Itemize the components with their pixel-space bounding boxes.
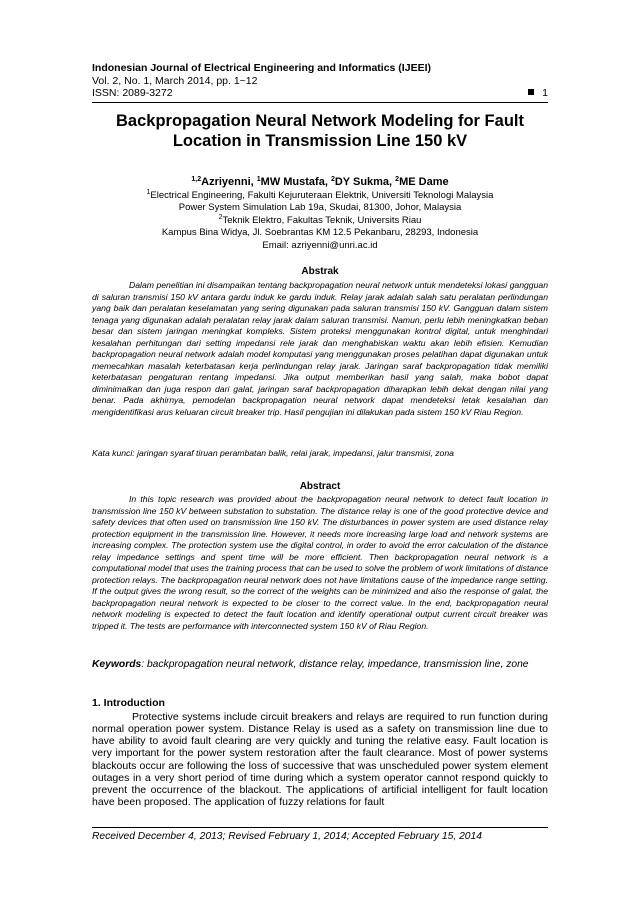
- affiliations: [92, 190, 548, 252]
- author-name: ME Dame: [399, 176, 449, 188]
- keywords-label: Keywords: [92, 659, 142, 670]
- journal-issn: ISSN: 2089-3272: [92, 87, 173, 99]
- page-number: [528, 87, 548, 99]
- author-sup: 1,2: [191, 176, 202, 183]
- abstract-heading: Abstract: [299, 481, 341, 492]
- affiliation-2-address: Kampus Bina Widya, Jl. Soebrantas KM 12.5 Pekanbaru, 28293, Indonesia: [161, 227, 479, 239]
- footer-rule: [92, 827, 548, 828]
- author-sup: 2: [330, 176, 335, 183]
- affiliation-1-text: Electrical Engineering, Fakulti Kejuruteraan Elektrik, Universiti Teknologi Malaysia: [150, 190, 494, 201]
- affiliation-sup: 2: [218, 213, 223, 221]
- affiliation-2-text: Teknik Elektro, Fakultas Teknik, Universits Riau: [222, 214, 422, 226]
- author-name: DY Sukma,: [334, 176, 396, 188]
- page-number-value: 1: [542, 87, 548, 99]
- abstract-text: In this topic research was provided about the backpropagation neural network to detect fault location in transmission line 150 kV between substation to substation. The distance relay is one of the good protective device and safety devices that often used on transmission line 150 kV. The disturbances in power system are used distance relay protection equipment in the transmission line. However, it needs more increasing large load and network systems are increasing complex. The protection system use the digital control, in order to avoid the error calculation of the distance relay impedance settings and spent time will be more efficient. Then backpropagation neural network is a computational model that uses the training process that can be used to solve the problem of work limitations of distance protection relays. The backpropagation neural network does not have limitations cause of the impedance range setting. If the output gives the wrong result, so the correct of the weights can be minimized and also the response of galat, the backpropagation neural network is expected to be closer to the correct value. In the end, backpropagation neural network modeling is expected to detect the fault location and identify operational output current circuit breaker was tripped it. The tests are performance with interconnected system 150 kV of Riau Region.: [92, 494, 548, 632]
- affiliation-sup: 1: [146, 189, 151, 196]
- author-sup: 1: [256, 176, 261, 183]
- author-list: [92, 175, 548, 189]
- paper-title: Backpropagation Neural Network Modeling for Fault Location in Transmission Line 150 kV: [116, 112, 524, 150]
- affiliation-1-address: Power System Simulation Lab 19a, Skudai, 81300, Johor, Malaysia: [178, 202, 462, 214]
- author-email: Email: azriyenni@unri.ac.id: [262, 239, 378, 251]
- author-sup: 2: [395, 176, 400, 183]
- abstrak-text: Dalam penelitian ini disampaikan tentang backpropagation neural network untuk mendeteksi lokasi gangguan di saluran transmisi 150 kV antara gardu induk ke gardu induk. Relay jarak adalah salah satu peralatan perlindungan yang baik dan peralatan keselamatan yang sering digunakan pada saluran transmisi 150 kV. Gangguan dalam sistem tenaga yang digunakan adalah peralatan relay jarak dalam saluran transmisi. Namun, perlu lebih meningkatkan beban besar dan sistem jaringan meningkat kompleks. Sistem proteksi menggunakan kontrol digital, untuk menghindari kesalahan perhitungan dari setting impedansi rele jarak dan menghabiskan waktu akan lebih efisien. Kemudian backpropagation neural network adalah model komputasi yang menggunakan proses pelatihan dapat digunakan untuk memecahkan masalah keterbatasan kerja perlindungan relay jarak. Jaringan saraf backpropagation tidak memiliki keterbatasan pengaturan rentang impedansi. Jika output memberikan hasil yang salah, maka bobot dapat diminimalkan dan juga respon dari galat, jaringan saraf backpropagation diharapkan lebih dekat dengan nilai yang benar. Pada akhirnya, pemodelan backpropagation neural network dapat mendeteksi letak kesalahan dan mengidentifikasi arus keluaran circuit breaker trip. Hasil pengujian ini dilakukan pada sistem 150 kV Riau Region.: [92, 280, 548, 418]
- square-bullet-icon: [528, 89, 534, 95]
- abstract-keywords: [92, 659, 548, 670]
- keywords-list: : backpropagation neural network, distance relay, impedance, transmission line, zone: [141, 659, 529, 670]
- affiliation-1: [92, 190, 548, 202]
- section-heading-introduction: 1. Introduction: [92, 697, 165, 709]
- author-name: Azriyenni,: [201, 176, 257, 188]
- abstrak-heading: Abstrak: [301, 266, 339, 277]
- introduction-text: Protective systems include circuit breakers and relays are required to run function during normal operation power system. Distance Relay is used as a safety on transmission line due to have ability to avoid fault clearing are very quickly and tuning the relative easy. Fault location is very important for the power system restoration after the fault clearance. Most of power systems blackouts occur are following the loss of successive that was unscheduled power system element outages in a very short period of time during which a system operator cannot respond quickly to prevent the occurrence of the blackout. The applications of artificial intelligent for fault location have been proposed. The application of fuzzy relations for fault: [92, 711, 548, 809]
- affiliation-2: [92, 215, 548, 227]
- journal-header: [92, 62, 548, 99]
- journal-volume: Vol. 2, No. 1, March 2014, pp. 1~12: [92, 75, 258, 87]
- journal-name: Indonesian Journal of Electrical Engineering and Informatics (IJEEI): [92, 62, 431, 74]
- received-dates: Received December 4, 2013; Revised February 1, 2014; Accepted February 15, 2014: [92, 831, 482, 842]
- abstrak-keywords: Kata kunci: jaringan syaraf tiruan perambatan balik, relai jarak, impedansi, jalur transmisi, zona: [92, 448, 454, 458]
- author-name: MW Mustafa,: [260, 176, 331, 188]
- header-rule: [92, 102, 548, 103]
